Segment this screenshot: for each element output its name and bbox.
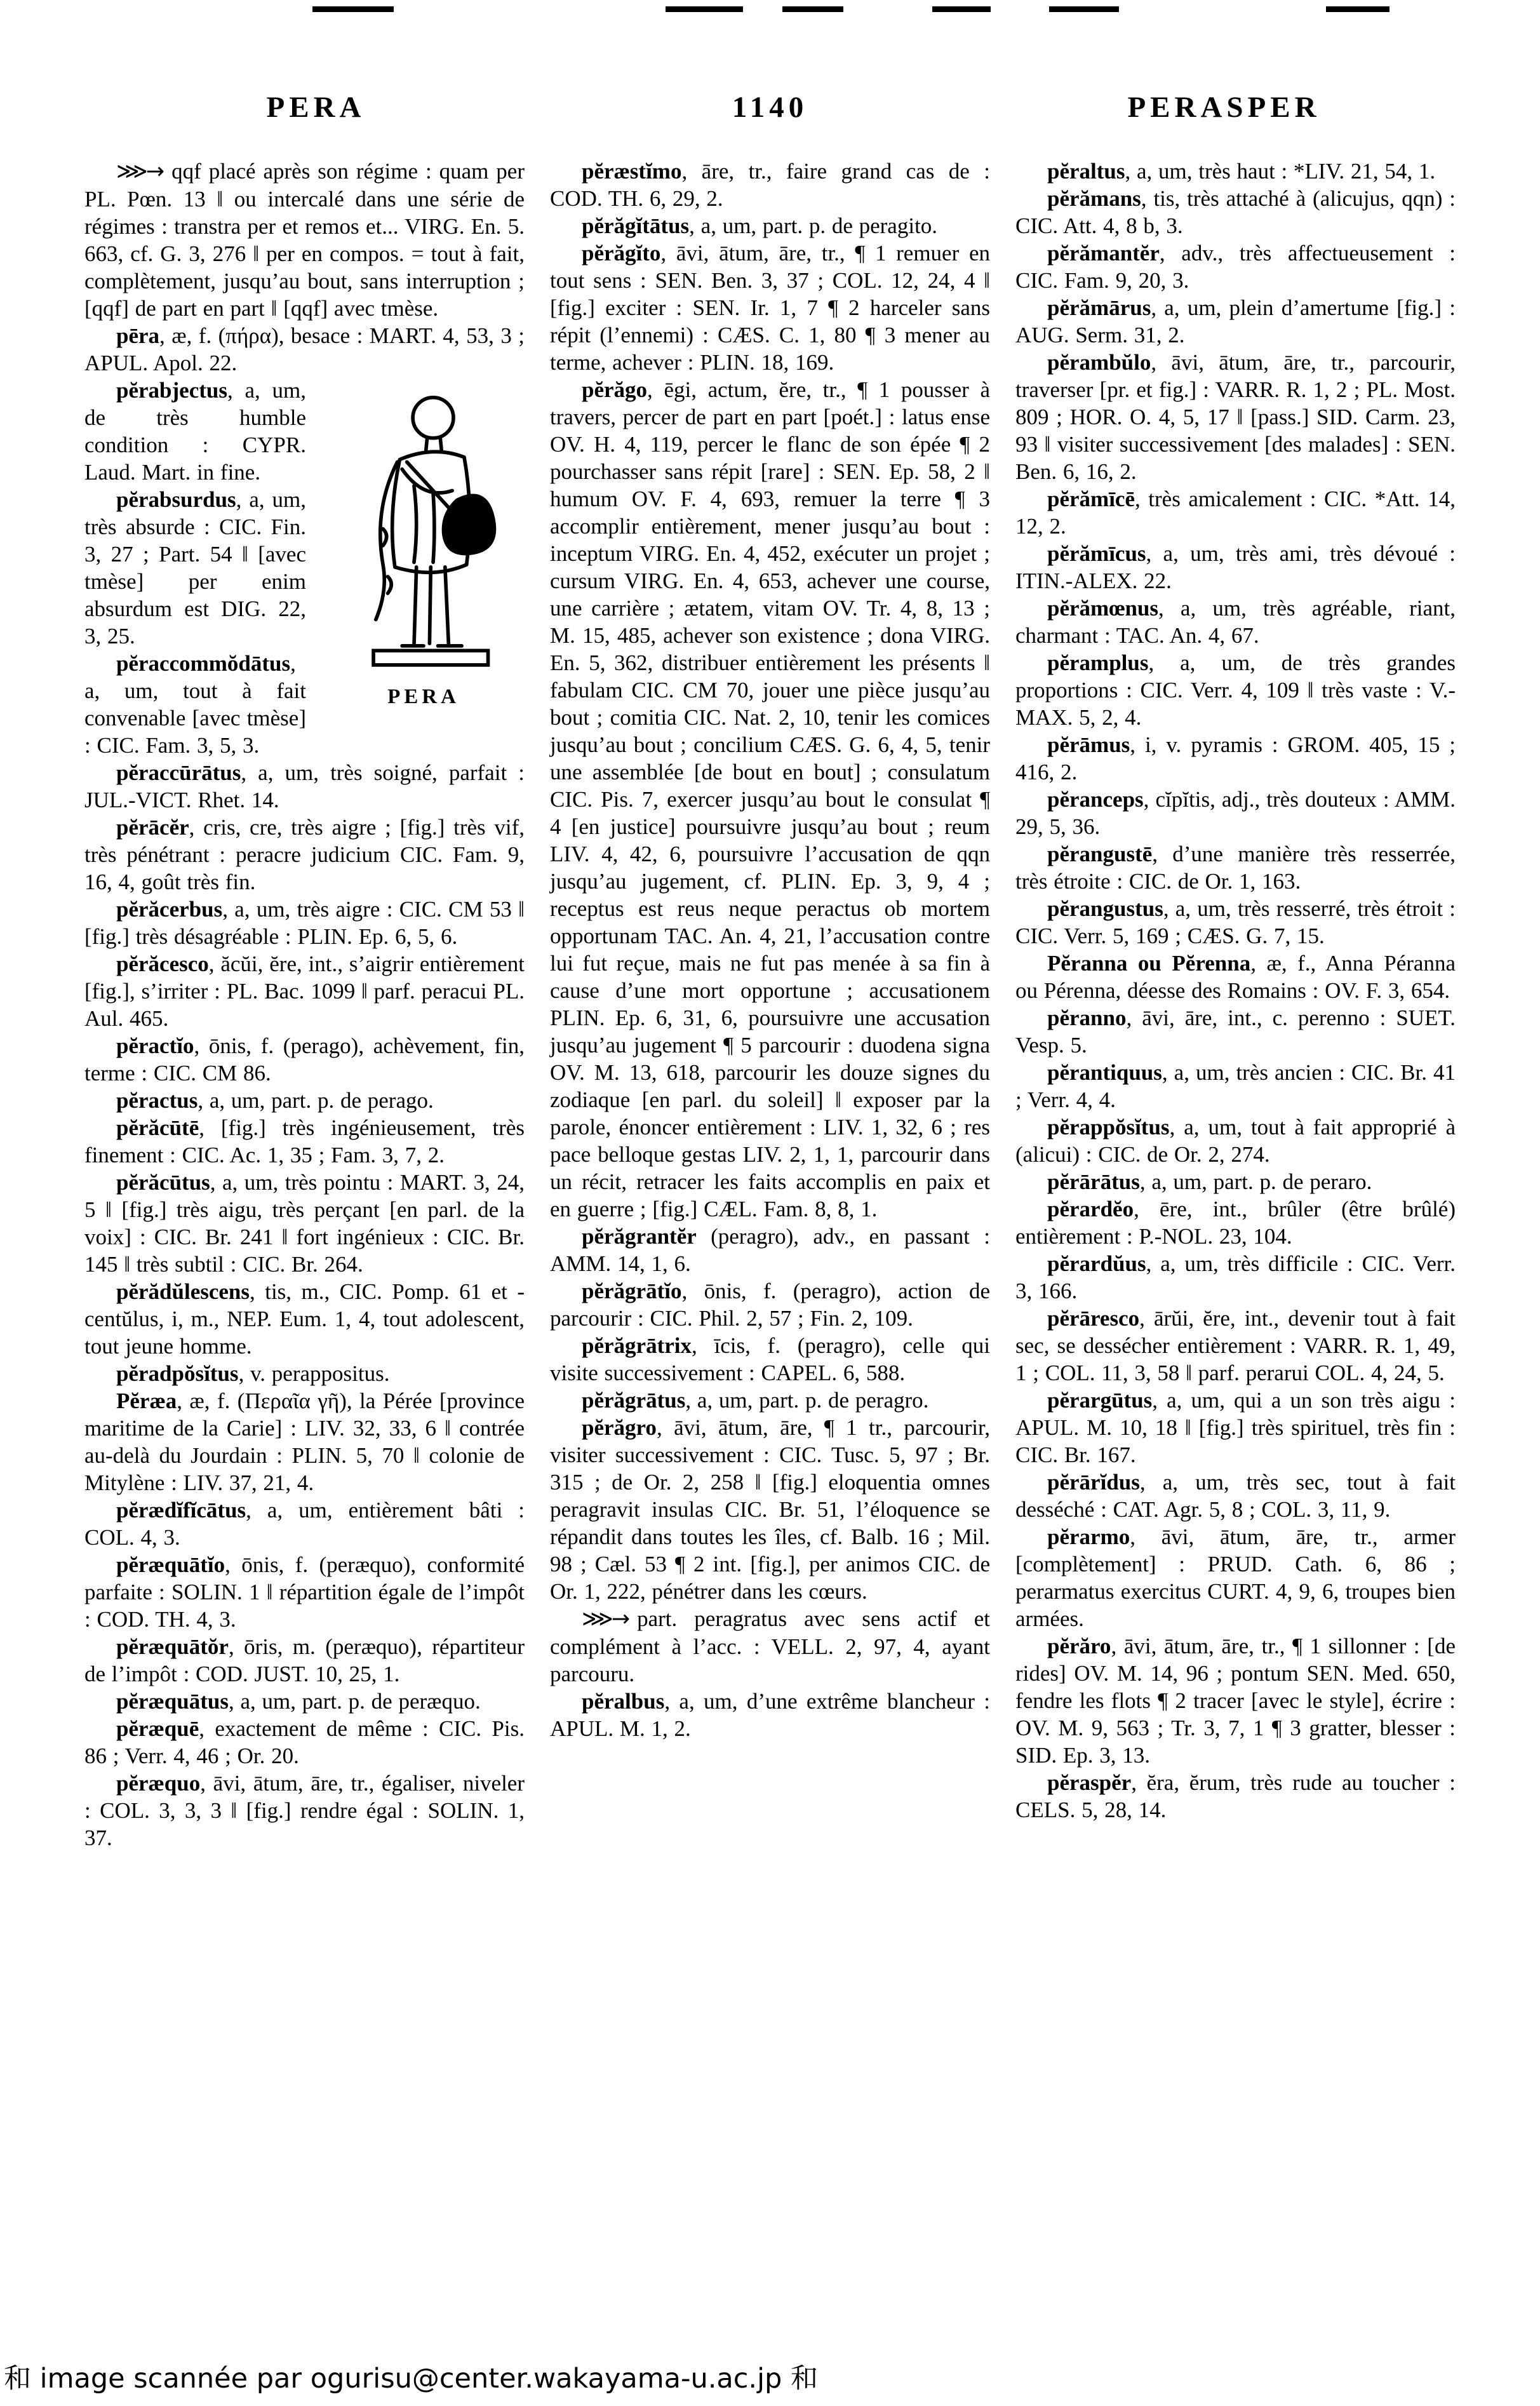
dictionary-entry — [1015, 731, 1456, 786]
entry-headword: pĕrāmus — [1047, 732, 1130, 757]
entry-body: , āvi, ātum, āre, tr., ¶ 1 remuer en tout sens : SEN. Ben. 3, 37 ; COL. 12, 24, 4 ‖ [fig.] exciter : SEN. Ir. 1, 7 ¶ 2 harceler sans répit (l’ennemi) : CÆS. C. 1, 80 ¶ 3 mener au terme, achever : PLIN. 18, 169. — [550, 241, 990, 375]
entry-body: , cris, cre, très aigre ; [fig.] très vif, très pénétrant : peracre judicium CIC. Fam. 9, 16, 4, goût très fin. — [84, 815, 525, 894]
dictionary-entry — [84, 1114, 525, 1169]
dictionary-entry — [1015, 1113, 1456, 1168]
entry-body: , a, um, très resserré, très étroit : CIC. Verr. 5, 169 ; CÆS. G. 7, 15. — [1015, 896, 1456, 948]
entry-headword: pĕrangustē — [1047, 842, 1153, 866]
entry-headword: pĕrabjectus — [116, 378, 227, 403]
remark-arrow-icon: ⋙→ — [116, 159, 163, 184]
entry-headword: pĕralbus — [582, 1689, 665, 1714]
entry-body: , a, um, de très humble condition : CYPR. Laud. Mart. in fine. — [84, 378, 306, 485]
entry-headword: pĕrămīcus — [1047, 541, 1146, 566]
entry-body: , īcis, f. (peragro), celle qui visite successivement : CAPEL. 6, 588. — [550, 1333, 990, 1385]
entry-headword: pĕrăgro — [582, 1415, 657, 1440]
entry-headword: pĕraccūrātus — [116, 760, 241, 785]
page-number: 1140 — [732, 91, 808, 124]
entry-body: , a, um, part. p. de peraro. — [1139, 1169, 1372, 1194]
dictionary-entry — [550, 212, 990, 239]
dictionary-entry — [1015, 1059, 1456, 1113]
header-right-keyword: PERASPER — [1127, 91, 1321, 124]
dictionary-entry — [84, 759, 525, 814]
dictionary-entry — [84, 1087, 525, 1114]
entry-headword: pĕrambŭlo — [1047, 350, 1151, 375]
entry-body: , a, um, qui a un son très aigu : APUL. M. 10, 18 ‖ [fig.] très spirituel, très fin : CIC. Br. 167. — [1015, 1388, 1456, 1467]
entry-headword: pĕrācĕr — [116, 815, 189, 840]
dictionary-entry — [1015, 239, 1456, 294]
entry-body: , ōris, m. (peræquo), répartiteur de l’impôt : COD. JUST. 10, 25, 1. — [84, 1634, 525, 1686]
pera-illustration — [323, 386, 525, 709]
entry-headword: pĕractĭo — [116, 1033, 194, 1058]
illustration-caption: PERA — [387, 685, 460, 708]
entry-body: , a, um, de très grandes proportions : CIC. Verr. 4, 109 ‖ très vaste : V.-MAX. 5, 2, 4. — [1015, 650, 1456, 730]
entry-headword: pĕrăgĭtātus — [582, 213, 690, 238]
entry-body: , a, um, très pointu : MART. 3, 24, 5 ‖ [fig.] très aigu, très perçant [en parl. de la voix] : CIC. Br. 241 ‖ fort ingénieux : CIC. Br. 145 ‖ très subtil : CIC. Br. 264. — [84, 1170, 525, 1277]
entry-headword: pĕræquātus — [116, 1689, 229, 1714]
entry-body: , a, um, part. p. de peragito. — [689, 213, 938, 238]
entry-headword: pĕrăgrātrix — [582, 1333, 692, 1358]
dictionary-entry — [1015, 485, 1456, 540]
entry-body: , āvi, ātum, āre, tr., parcourir, traverser [pr. et fig.] : VARR. R. 1, 2 ; PL. Most. 809 ; HOR. O. 4, 5, 17 ‖ [pass.] SID. Carm. 23, 93 ‖ visiter successivement [des malades] : SEN. Ben. 6, 16, 2. — [1015, 350, 1456, 484]
dictionary-entry — [84, 896, 525, 950]
entry-body: , tis, très attaché à (alicujus, qqn) : CIC. Att. 4, 8 b, 3. — [1015, 186, 1456, 238]
entry-body: , āvi, ātum, āre, tr., égaliser, niveler : COL. 3, 3, 3 ‖ [fig.] rendre égal : SOLIN. 1, 37. — [84, 1771, 525, 1850]
entry-body: , a, um, très difficile : CIC. Verr. 3, 166. — [1015, 1251, 1456, 1303]
entry-headword: pĕrargūtus — [1047, 1388, 1153, 1413]
entry-body: , a, um, très absurde : CIC. Fin. 3, 27 ; Part. 54 ‖ [avec tmèse] per enim absurdum est DIG. 22, 3, 25. — [84, 487, 306, 649]
entry-body: , i, v. pyramis : GROM. 405, 15 ; 416, 2. — [1015, 732, 1456, 784]
scan-artifact — [932, 6, 991, 12]
entry-headword: pĕræquo — [116, 1771, 201, 1796]
entry-headword: pĕrantiquus — [1047, 1060, 1162, 1085]
text-columns — [0, 124, 1540, 1852]
dictionary-entry — [84, 322, 525, 377]
scan-artifact — [1326, 6, 1389, 12]
header-left-keyword: PERA — [266, 91, 366, 124]
entry-body: , ēgi, actum, ĕre, tr., ¶ 1 pousser à travers, percer de part en part [poét.] : latus ense OV. H. 4, 119, percer le flanc de son épée ¶ 2 pourchasser sans répit [rare] : SEN. Ep. 58, 2 ‖ humum OV. F. 4, 693, remuer la terre ¶ 3 accomplir entièrement, mener jusqu’au bout : inceptum VIRG. En. 4, 452, exécuter un projet ; cursum VIRG. En. 4, 653, achever une course, une carrière ; ætatem, vitam OV. Tr. 4, 8, 13 ; M. 15, 485, achever son existence ; dona VIRG. En. 5, 362, distribuer entièrement les présents ‖ fabulam CIC. CM 70, jouer une pièce jusqu’au bout ; comitia CIC. Nat. 2, 10, tenir les comices jusqu’au bout ; concilium CÆS. G. 6, 4, 5, tenir une assemblée [de bout en bout] ; consulatum CIC. Pis. 7, exercer jusqu’au bout le consulat ¶ 4 [en justice] poursuivre jusqu’au bout ; reum LIV. 4, 42, 6, poursuivre l’accusation de qqn jusqu’au jugement, cf. PLIN. Ep. 3, 9, 4 ; receptus est reus neque peractus ob mortem opportunam TAC. An. 4, 21, l’accusation contre lui fut reçue, mais ne fut pas menée à sa fin à cause d’une mort opportune ; accusationem PLIN. Ep. 6, 31, 6, poursuivre une accusation jusqu’au jugement ¶ 5 parcourir : duodena signa OV. M. 13, 618, parcourir les douze signes du zodiaque [en parl. du soleil] ‖ exposer par la parole, énoncer entièrement : LIV. 1, 32, 6 ; res pace belloque gestas LIV. 2, 1, 1, parcourir dans un récit, retracer les faits accomplis en paix et en guerre ; [fig.] CÆL. Fam. 8, 8, 1. — [550, 377, 990, 1221]
dictionary-entry — [550, 1277, 990, 1332]
entry-body: , cĭpĭtis, adj., très douteux : AMM. 29, 5, 36. — [1015, 787, 1456, 839]
entry-headword: pĕræquē — [116, 1716, 199, 1741]
entry-headword: Pĕranna ou Pĕrenna — [1047, 951, 1251, 976]
entry-body: , āre, tr., faire grand cas de : COD. TH. 6, 29, 2. — [550, 159, 990, 211]
entry-body: , a, um, part. p. de peræquo. — [228, 1689, 481, 1714]
dictionary-entry — [1015, 540, 1456, 595]
entry-headword: pĕrămīcē — [1047, 487, 1135, 511]
entry-headword: pĕrangustus — [1047, 896, 1163, 921]
entry-headword: pĕræquātŏr — [116, 1634, 229, 1659]
entry-headword: pĕrăcerbus — [116, 897, 223, 922]
entry-body: , ōnis, f. (peragro), action de parcourir : CIC. Phil. 2, 57 ; Fin. 2, 109. — [550, 1279, 990, 1331]
entry-headword: pĕræquātĭo — [116, 1552, 225, 1577]
entry-headword: pĕrārĭdus — [1047, 1470, 1140, 1495]
entry-body: , a, um, part. p. de perago. — [198, 1088, 434, 1113]
remark-entry — [84, 158, 525, 322]
dictionary-entry — [550, 158, 990, 212]
dictionary-entry — [550, 376, 990, 1223]
scan-artifact — [666, 6, 743, 12]
entry-headword: pĕranceps — [1047, 787, 1144, 812]
dictionary-entry — [1015, 349, 1456, 485]
dictionary-entry — [84, 1169, 525, 1278]
dictionary-entry — [1015, 1468, 1456, 1523]
entry-body: , a, um, tout à fait approprié à (alicui) : CIC. de Or. 2, 274. — [1015, 1115, 1456, 1167]
dictionary-entry — [1015, 1769, 1456, 1824]
column-3 — [1015, 158, 1456, 1852]
dictionary-entry — [84, 1633, 525, 1688]
dictionary-entry — [84, 1032, 525, 1087]
entry-headword: pĕrārātus — [1047, 1169, 1140, 1194]
entry-body: , a, um, entièrement bâti : COL. 4, 3. — [84, 1498, 525, 1550]
entry-body: , ōnis, f. (perago), achèvement, fin, terme : CIC. CM 86. — [84, 1033, 525, 1085]
dictionary-entry — [1015, 294, 1456, 349]
entry-headword: pĕrardĕo — [1047, 1197, 1134, 1221]
entry-headword: pĕrāresco — [1047, 1306, 1140, 1331]
entry-headword: pĕraspĕr — [1047, 1770, 1132, 1795]
entry-body: (peragro), adv., en passant : AMM. 14, 1, 6. — [550, 1224, 990, 1276]
dictionary-entry — [1015, 1168, 1456, 1195]
entry-body: , āvi, ātum, āre, tr., armer [complètement] : PRUD. Cath. 6, 86 ; perarmatus exercitus CURT. 4, 9, 6, troupes bien armées. — [1015, 1524, 1456, 1631]
entry-body: , ăcŭi, ĕre, int., s’aigrir entièrement [fig.], s’irriter : PL. Bac. 1099 ‖ parf. peracui PL. Aul. 465. — [84, 951, 525, 1031]
entry-headword: pĕrăro — [1047, 1634, 1111, 1658]
dictionary-entry — [550, 1223, 990, 1277]
remark-arrow-icon: ⋙→ — [582, 1606, 629, 1632]
scan-watermark-text: 和 image scannée par ogurisu@center.wakayama-u.ac.jp 和 — [4, 2363, 819, 2395]
entry-headword: pēra — [116, 323, 160, 348]
entry-body: , a, um, très soigné, parfait : JUL.-VICT. Rhet. 14. — [84, 760, 525, 812]
dictionary-entry — [84, 1496, 525, 1551]
entry-headword: pĕrăgĭto — [582, 241, 661, 265]
entry-body: , a, um, très sec, tout à fait desséché : CAT. Agr. 5, 8 ; COL. 3, 11, 9. — [1015, 1470, 1456, 1522]
entry-headword: pĕradpŏsĭtus — [116, 1361, 239, 1386]
entry-headword: pĕrămans — [1047, 186, 1141, 211]
entry-headword: pĕrædĭfĭcātus — [116, 1498, 246, 1522]
entry-body: , a, um, très ancien : CIC. Br. 41 ; Verr. 4, 4. — [1015, 1060, 1456, 1112]
dictionary-entry — [550, 239, 990, 376]
entry-body: , æ, f., Anna Péranna ou Pérenna, déesse des Romains : OV. F. 3, 654. — [1015, 951, 1456, 1003]
scan-artifact — [782, 6, 843, 12]
dictionary-entry — [1015, 158, 1456, 185]
dictionary-entry — [84, 1278, 525, 1360]
remark-entry — [550, 1605, 990, 1688]
entry-body: part. peragratus avec sens actif et complément à l’acc. : VELL. 2, 97, 4, ayant parcouru. — [550, 1606, 990, 1686]
entry-body: qqf placé après son régime : quam per PL. Pœn. 13 ‖ ou intercalé dans une série de régimes : transtra per et remos et... VIRG. En. 5. 663, cf. G. 3, 276 ‖ per en compos. = tout à fait, complètement, jusqu’au bout, sans interruption ; [qqf] de part en part ‖ [qqf] avec tmèse. — [84, 159, 525, 321]
dictionary-entry — [1015, 1004, 1456, 1059]
entry-headword: pĕræstĭmo — [582, 159, 682, 184]
dictionary-entry — [1015, 185, 1456, 239]
entry-body: , ārŭi, ĕre, int., devenir tout à fait sec, se dessécher entièrement : VARR. R. 1, 49, 1 ; COL. 11, 3, 58 ‖ parf. perarui COL. 4, 24, 5. — [1015, 1306, 1456, 1385]
dictionary-entry — [1015, 1387, 1456, 1468]
dictionary-entry — [1015, 950, 1456, 1004]
entry-body: , a, um, très agréable, riant, charmant : TAC. An. 4, 67. — [1015, 596, 1456, 648]
entry-body: , v. perappositus. — [238, 1361, 390, 1386]
entry-headword: pĕrămœnus — [1047, 596, 1159, 621]
dictionary-entry — [84, 1551, 525, 1633]
running-header — [0, 0, 1540, 124]
entry-body: , æ, f. (Περαῖα γῆ), la Pérée [province maritime de la Carie] : LIV. 32, 33, 6 ‖ contrée au-delà du Jourdain : PLIN. 5, 70 ‖ colonie de Mitylène : LIV. 37, 21, 4. — [84, 1388, 525, 1495]
entry-body: , a, um, très ami, très dévoué : ITIN.-ALEX. 22. — [1015, 541, 1456, 593]
entry-headword: pĕrăgo — [582, 377, 648, 402]
dictionary-entry — [1015, 1305, 1456, 1387]
dictionary-entry — [550, 1387, 990, 1414]
entry-headword: pĕrăgrātĭo — [582, 1279, 682, 1303]
dictionary-entry — [550, 1688, 990, 1742]
entry-body: , āvi, ātum, āre, ¶ 1 tr., parcourir, visiter successivement : CIC. Tusc. 5, 97 ; Br. 315 ; de Or. 2, 258 ‖ [fig.] eloquentia omnes peragravit insulas CIC. Br. 51, l’éloquence se répandit dans toutes les îles, cf. Balb. 16 ; Mil. 98 ; Cæl. 53 ¶ 2 int. [fig.], per animos CIC. de Or. 1, 222, pénétrer dans les cœurs. — [550, 1415, 990, 1604]
entry-body: , très amicalement : CIC. *Att. 14, 12, 2. — [1015, 487, 1456, 539]
entry-headword: pĕrămantĕr — [1047, 241, 1160, 265]
entry-headword: pĕrăgrantĕr — [582, 1224, 697, 1249]
entry-headword: pĕrăgrātus — [582, 1388, 686, 1413]
dictionary-entry — [550, 1414, 990, 1605]
entry-body: , ēre, int., brûler (être brûlé) entièrement : P.-NOL. 23, 104. — [1015, 1197, 1456, 1249]
entry-body: , a, um, part. p. de peragro. — [685, 1388, 929, 1413]
entry-body: , a, um, tout à fait convenable [avec tmèse] : CIC. Fam. 3, 5, 3. — [84, 651, 306, 758]
entry-headword: pĕrappŏsĭtus — [1047, 1115, 1170, 1139]
entry-body: , a, um, très haut : *LIV. 21, 54, 1. — [1125, 159, 1436, 184]
dictionary-entry — [1015, 649, 1456, 731]
entry-headword: pĕramplus — [1047, 650, 1149, 675]
entry-body: , d’une manière très resserrée, très étroite : CIC. de Or. 1, 163. — [1015, 842, 1456, 894]
entry-headword: pĕrămārus — [1047, 295, 1151, 320]
dictionary-entry — [1015, 840, 1456, 895]
entry-headword: pĕranno — [1047, 1005, 1127, 1030]
dictionary-entry — [1015, 1632, 1456, 1769]
dictionary-entry — [84, 1360, 525, 1387]
entry-body: , ōnis, f. (peræquo), conformité parfaite : SOLIN. 1 ‖ répartition égale de l’impôt : COD. TH. 4, 3. — [84, 1552, 525, 1632]
dictionary-entry — [1015, 786, 1456, 840]
dictionary-entry — [84, 1715, 525, 1770]
entry-body: , a, um, très aigre : CIC. CM 53 ‖ [fig.] très désagréable : PLIN. Ep. 6, 5, 6. — [84, 897, 525, 949]
dictionary-entry — [84, 1387, 525, 1496]
dictionary-entry — [84, 1770, 525, 1852]
pera-figure-drawing — [323, 386, 525, 684]
dictionary-entry — [550, 1332, 990, 1387]
entry-body: , exactement de même : CIC. Pis. 86 ; Verr. 4, 46 ; Or. 20. — [84, 1716, 525, 1768]
entry-headword: pĕrăcesco — [116, 951, 209, 976]
entry-headword: pĕraccommŏdātus — [116, 651, 291, 676]
scan-artifact — [312, 6, 394, 12]
entry-headword: pĕrardŭus — [1047, 1251, 1146, 1276]
entry-headword: pĕrăcūtus — [116, 1170, 210, 1195]
entry-body: , a, um, d’une extrême blancheur : APUL. M. 1, 2. — [550, 1689, 990, 1741]
dictionary-entry — [1015, 1195, 1456, 1250]
dictionary-entry — [1015, 595, 1456, 649]
entry-headword: Pĕræa — [116, 1388, 177, 1413]
entry-body: , æ, f. (πήρα), besace : MART. 4, 53, 3 ; APUL. Apol. 22. — [84, 323, 525, 375]
dictionary-entry — [1015, 1523, 1456, 1632]
entry-headword: pĕrarmo — [1047, 1524, 1130, 1549]
entry-body: , [fig.] très ingénieusement, très finement : CIC. Ac. 1, 35 ; Fam. 3, 7, 2. — [84, 1115, 525, 1167]
dictionary-entry — [84, 950, 525, 1032]
dictionary-entry — [84, 1688, 525, 1715]
scan-artifact — [1049, 6, 1119, 12]
column-2 — [550, 158, 990, 1852]
entry-body: , a, um, plein d’amertume [fig.] : AUG. Serm. 31, 2. — [1015, 295, 1456, 347]
entry-body: , adv., très affectueusement : CIC. Fam. 9, 20, 3. — [1015, 241, 1456, 293]
column-1 — [84, 158, 525, 1852]
entry-headword: pĕrăcūtē — [116, 1115, 199, 1140]
dictionary-entry — [84, 814, 525, 896]
entry-body: , āvi, ātum, āre, tr., ¶ 1 sillonner : [de rides] OV. M. 14, 96 ; pontum SEN. Med. 650, fendre les flots ¶ 2 tracer [avec le style], écrire : OV. M. 9, 563 ; Tr. 3, 7, 1 ¶ 3 gratter, blesser : SID. Ep. 3, 13. — [1015, 1634, 1456, 1768]
entry-body: , āvi, āre, int., c. perenno : SUET. Vesp. 5. — [1015, 1005, 1456, 1058]
dictionary-entry — [1015, 895, 1456, 950]
entry-body: , ĕra, ĕrum, très rude au toucher : CELS. 5, 28, 14. — [1015, 1770, 1456, 1822]
entry-headword: pĕrădŭlescens — [116, 1279, 250, 1304]
entry-headword: pĕraltus — [1047, 159, 1125, 184]
entry-headword: pĕrabsurdus — [116, 487, 236, 512]
entry-body: , tis, m., CIC. Pomp. 61 et -centŭlus, i, m., NEP. Eum. 1, 4, tout adolescent, tout jeune homme. — [84, 1279, 525, 1359]
dictionary-entry — [1015, 1250, 1456, 1305]
entry-headword: pĕractus — [116, 1088, 198, 1113]
